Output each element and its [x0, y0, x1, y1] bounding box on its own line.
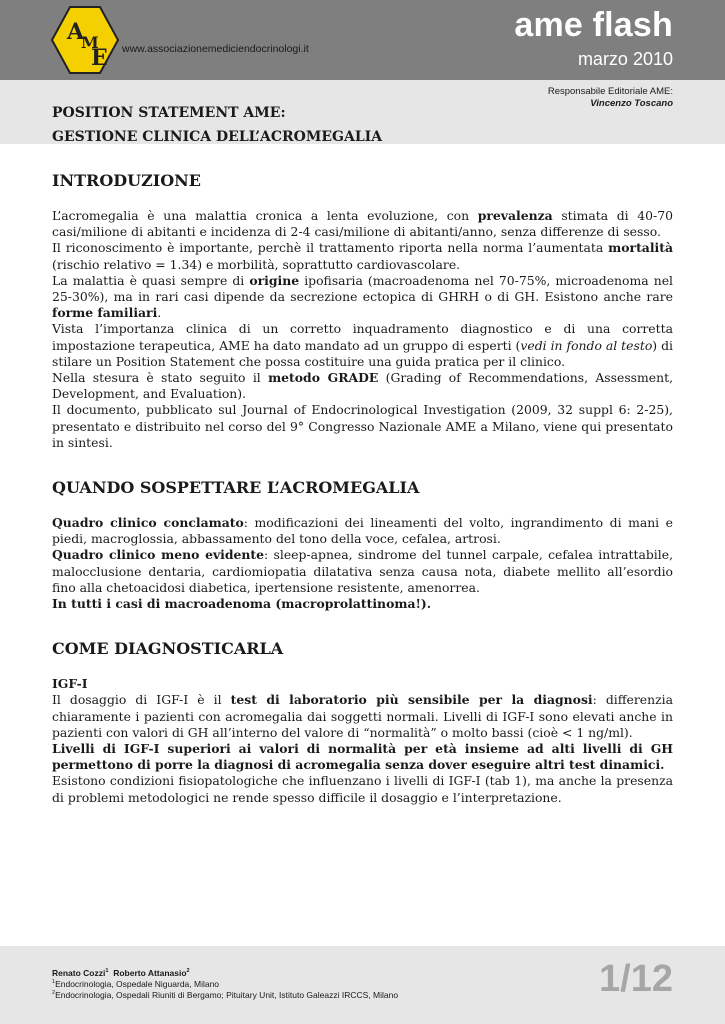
section-come-diagnosticarla	[52, 638, 673, 806]
svg-text:E: E	[91, 45, 108, 71]
article-body	[52, 170, 673, 832]
website-link[interactable]: www.associazionemediciendocrinologi.it	[122, 43, 309, 55]
paragraph: Il documento, pubblicato sul Journal of Endocrinological Investigation (2009, 32 suppl 6: 2-25), presentato e distribuito nel corso del 9° Congresso Nazionale AME a Milano, viene qui presentato in sintesi.	[52, 402, 673, 450]
affiliation-1: $^1$Endocrinologia, Ospedale Niguarda, Milano	[52, 979, 220, 989]
editor-name: Vincenzo Toscano	[590, 98, 673, 109]
page-number: 1/12	[599, 958, 673, 1000]
svg-text:M: M	[81, 33, 99, 52]
section-heading: QUANDO SOSPETTARE L’ACROMEGALIA	[52, 478, 420, 498]
paragraph: Il dosaggio di IGF-I è il test di laboratorio più sensibile per la diagnosi: differenzia chiaramente i pazienti con acromegalia dai soggetti normali. Livelli di IGF-I sono elevati anche in pazienti con valori di GH all’interno del valore di “normalità” o molto bassi (cioè < 1 ng/ml).	[52, 692, 674, 740]
author-names: Renato Cozzi$^1$ Roberto Attanasio$^2$	[52, 968, 190, 978]
issue-date: marzo 2010	[577, 49, 673, 69]
svg-text:A: A	[67, 19, 85, 45]
section-quando-sospettare	[52, 477, 673, 612]
section-heading: COME DIAGNOSTICARLA	[52, 639, 284, 659]
authors-block	[52, 968, 398, 1001]
paragraph: L’acromegalia è una malattia cronica a lenta evoluzione, con prevalenza stimata di 40-70 casi/milione di abitanti e incidenza di 2-4 casi/milione di abitanti/anno, senza differenze di sesso.	[52, 208, 673, 240]
paragraph: Quadro clinico conclamato: modificazioni dei lineamenti del volto, ingrandimento di mani e piedi, macroglossia, abbassamento del tono della voce, cefalea, artrosi.	[52, 515, 674, 547]
editor-label: Responsabile Editoriale AME:	[547, 86, 673, 97]
section-heading: INTRODUZIONE	[52, 171, 201, 190]
title-line-2: GESTIONE CLINICA DELL’ACROMEGALIA	[52, 129, 383, 145]
paragraph: Vista l’importanza clinica di un corretto inquadramento diagnostico e di una corretta impostazione terapeutica, AME ha dato mandato ad un gruppo di esperti (vedi in fondo al testo) di stilare un Position Statement che possa costituire una guida pratica per il clinico.	[52, 321, 673, 369]
newsletter-title: ame flash	[514, 6, 673, 44]
paragraph: Livelli di IGF-I superiori ai valori di normalità per età insieme ad alti livelli di GH permettono di porre la diagnosi di acromegalia senza dover eseguire altri test dinamici.	[52, 741, 673, 773]
paragraph: Nella stesura è stato seguito il metodo GRADE (Grading of Recommendations, Assessment, Development, and Evaluation).	[52, 370, 674, 402]
subsection-heading: IGF-I	[52, 676, 88, 692]
affiliation-2: $^2$Endocrinologia, Ospedali Riuniti di Bergamo; Pituitary Unit, Istituto Galeazzi IRCCS, Milano	[52, 990, 399, 1000]
document-title	[52, 101, 472, 149]
paragraph: Esistono condizioni fisiopatologiche che influenzano i livelli di IGF-I (tab 1), ma anche la presenza di problemi metodologici ne rende spesso difficile il dosaggio e l’interpretazione.	[52, 773, 673, 805]
paragraph: Il riconoscimento è importante, perchè il trattamento riporta nella norma l’aumentata mortalità (rischio relativo = 1.34) e morbilità, soprattutto cardiovascolare.	[52, 240, 673, 272]
section-introduzione	[52, 170, 673, 451]
paragraph: La malattia è quasi sempre di origine ipofisaria (macroadenoma nel 70-75%, microadenoma nel 25-30%), ma in rari casi dipende da secrezione ectopica di GHRH o di GH. Esistono anche rare forme familiari.	[52, 272, 673, 321]
paragraph: In tutti i casi di macroadenoma (macroprolattinoma!).	[52, 596, 432, 612]
ame-logo	[50, 5, 120, 75]
title-line-1: POSITION STATEMENT AME:	[52, 105, 286, 121]
paragraph: Quadro clinico meno evidente: sleep-apnea, sindrome del tunnel carpale, cefalea intrattabile, malocclusione dentaria, cardiomiopatia dilatativa senza causa nota, diabete mellito all’esordio fino alla chetoacidosi diabetica, ipertensione resistente, amenorrea.	[52, 547, 674, 595]
